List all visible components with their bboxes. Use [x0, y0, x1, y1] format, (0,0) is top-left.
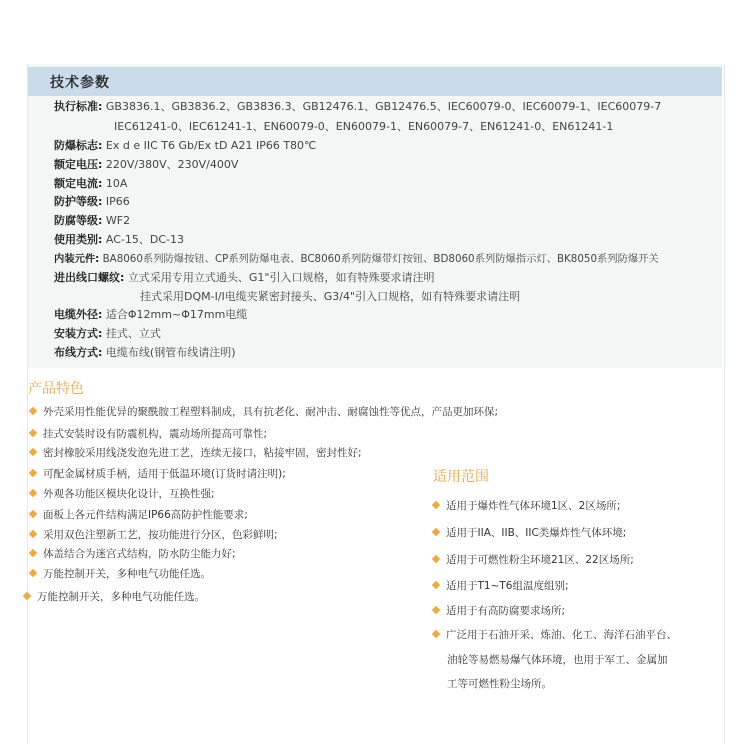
spec-row-wiring — [54, 346, 236, 360]
spec-title: 技术参数 — [50, 75, 110, 91]
diamond-bullet-icon — [432, 630, 440, 638]
diamond-bullet-icon — [29, 569, 37, 577]
feature-text: 体盖结合为迷宫式结构，防水防尘能力好; — [43, 548, 236, 560]
spec-value: WF2 — [102, 214, 131, 227]
scope-title: 适用范围 — [433, 469, 489, 485]
feature-text: 面板上各元件结构满足IP66高防护性能要求; — [43, 509, 248, 521]
spec-value: Ex d e IIC T6 Gb/Ex tD A21 IP66 T80℃ — [102, 139, 317, 152]
feature-text: 可配金属材质手柄，适用于低温环境(订货时请注明); — [43, 468, 286, 480]
spec-label: 额定电压: — [54, 158, 103, 171]
scope-text: 适用于爆炸性气体环境1区、2区场所; — [446, 500, 621, 512]
diamond-bullet-icon — [432, 555, 440, 563]
spec-label: 执行标准: — [54, 100, 103, 113]
scope-text: 适用于可燃性粉尘环境21区、22区场所; — [446, 554, 634, 566]
diamond-bullet-icon — [29, 530, 37, 538]
spec-row-current — [54, 177, 127, 191]
spec-panel — [28, 64, 722, 368]
diamond-bullet-icon — [432, 606, 440, 614]
spec-row-components — [54, 252, 659, 266]
spec-label: 防腐等级: — [54, 214, 103, 227]
scope-item — [433, 554, 634, 567]
spec-row-anticorrosion — [54, 214, 130, 228]
spec-value: 适合Φ12mm~Φ17mm电缆 — [102, 308, 248, 321]
spec-label: 布线方式: — [54, 346, 103, 359]
spec-row-explosion-mark — [54, 139, 316, 153]
feature-text: 挂式安装时设有防震机构，震动场所提高可靠性; — [43, 428, 268, 440]
feature-item — [30, 548, 236, 561]
diamond-bullet-icon — [29, 448, 37, 456]
scope-item — [433, 629, 677, 642]
feature-item — [30, 488, 215, 501]
scope-continuation: 工等可燃性粉尘场所。 — [447, 678, 552, 690]
scope-item — [433, 500, 620, 513]
spec-row-voltage — [54, 158, 238, 172]
spec-label: 安装方式: — [54, 327, 103, 340]
diamond-bullet-icon — [432, 501, 440, 509]
spec-row-protection — [54, 195, 130, 209]
spec-row-thread-cont — [140, 290, 520, 304]
feature-text: 万能控制开关，多种电气功能任选。 — [43, 568, 211, 580]
spec-value: 挂式、立式 — [102, 327, 161, 340]
spec-value: 立式采用专用立式通头、G1"引入口规格，如有特殊要求请注明 — [124, 271, 435, 284]
spec-label: 额定电流: — [54, 177, 103, 190]
spec-label: 防护等级: — [54, 195, 103, 208]
feature-text: 密封橡胶采用线浇发泡先进工艺，连续无接口，粘接牢固，密封性好; — [43, 447, 362, 459]
feature-item — [24, 591, 205, 604]
spec-label: 内装元件: — [54, 253, 100, 265]
diamond-bullet-icon — [29, 489, 37, 497]
feature-text: 外壳采用性能优异的聚酰胺工程塑料制成，具有抗老化、耐冲击、耐腐蚀性等优点，产品更加环保; — [43, 406, 499, 418]
spec-header — [28, 67, 722, 96]
diamond-bullet-icon — [432, 528, 440, 536]
scope-item — [433, 605, 565, 618]
feature-item — [30, 529, 278, 542]
spec-value: IP66 — [102, 195, 130, 208]
spec-row-category — [54, 233, 184, 247]
spec-value: BA8060系列防爆按钮、CP系列防爆电表、BC8060系列防爆带灯按钮、BD8060系列防爆指示灯、BK8050系列防爆开关 — [99, 253, 659, 265]
diamond-bullet-icon — [29, 510, 37, 518]
spec-value: 220V/380V、230V/400V — [102, 158, 239, 171]
frame-line-right — [724, 64, 725, 744]
spec-label: 电缆外径: — [54, 308, 103, 321]
diamond-bullet-icon — [29, 469, 37, 477]
feature-item — [30, 428, 267, 441]
diamond-bullet-icon — [23, 592, 31, 600]
diamond-bullet-icon — [29, 549, 37, 557]
spec-value: 电缆布线(钢管布线请注明) — [102, 346, 236, 359]
spec-label: 防爆标志: — [54, 139, 103, 152]
spec-row-cable-diameter — [54, 308, 247, 322]
diamond-bullet-icon — [432, 581, 440, 589]
feature-text: 采用双色注塑新工艺，按功能进行分区，色彩鲜明; — [43, 529, 278, 541]
spec-row-standard — [54, 100, 661, 114]
scope-item — [433, 527, 626, 540]
spec-value: GB3836.1、GB3836.2、GB3836.3、GB12476.1、GB12476.5、IEC60079-0、IEC60079-1、IEC60079-7 — [102, 100, 662, 113]
scope-continuation: 油轮等易燃易爆气体环境，也用于军工、金属加 — [447, 654, 668, 666]
diamond-bullet-icon — [29, 429, 37, 437]
scope-text: 适用于有高防腐要求场所; — [446, 605, 566, 617]
spec-value: 挂式采用DQM-I/I电缆夹紧密封接头、G3/4"引入口规格，如有特殊要求请注明 — [140, 290, 521, 303]
feature-item — [30, 568, 211, 581]
spec-row-install — [54, 327, 161, 341]
spec-value: AC-15、DC-13 — [102, 233, 184, 246]
spec-row-thread — [54, 271, 434, 285]
spec-label: 使用类别: — [54, 233, 103, 246]
spec-value: 10A — [102, 177, 128, 190]
feature-text: 万能控制开关，多种电气功能任选。 — [37, 591, 205, 603]
feature-item — [30, 447, 362, 460]
scope-text: 广泛用于石油开采、炼油、化工、海洋石油平台、 — [446, 629, 677, 641]
feature-text: 外观各功能区模块化设计，互换性强; — [43, 488, 215, 500]
diamond-bullet-icon — [29, 407, 37, 415]
spec-value: IEC61241-0、IEC61241-1、EN60079-0、EN60079-1、EN60079-7、EN61241-0、EN61241-1 — [114, 120, 614, 133]
spec-row-standard-cont — [114, 120, 613, 134]
feature-item — [30, 406, 498, 419]
spec-label: 进出线口螺纹: — [54, 271, 125, 284]
scope-item — [433, 580, 569, 593]
scope-text: 适用于IIA、IIB、IIC类爆炸性气体环境; — [446, 527, 627, 539]
scope-text: 适用于T1~T6组温度组别; — [446, 580, 569, 592]
feature-item — [30, 509, 248, 522]
features-title: 产品特色 — [28, 381, 84, 397]
feature-item — [30, 468, 286, 481]
